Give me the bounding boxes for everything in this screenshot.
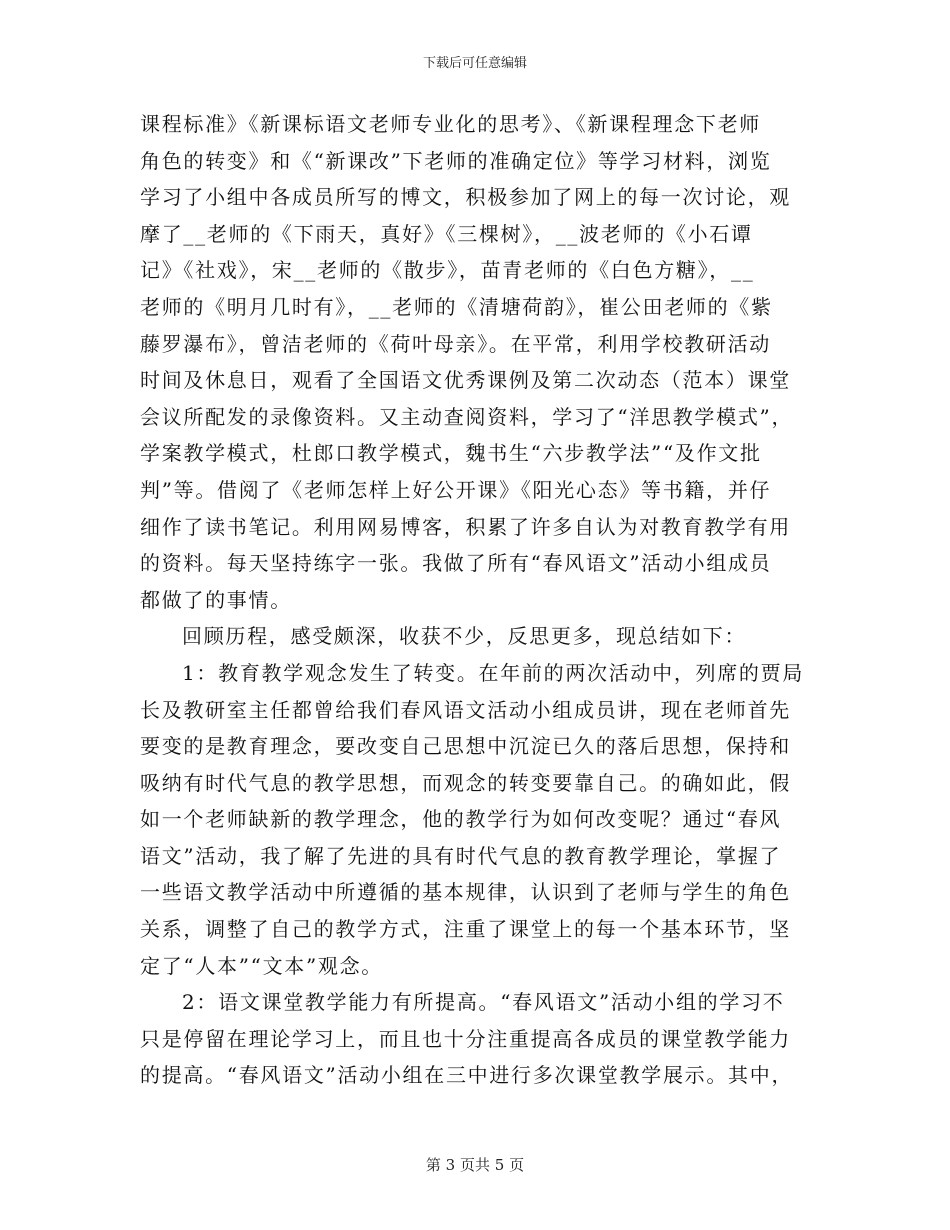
text-line: 的资料。每天坚持练字一张。我做了所有“春风语文”活动小组成员 [140, 551, 772, 576]
text-line: 摩了__老师的《下雨天，真好》《三棵树》，__波老师的《小石谭 [140, 221, 753, 246]
text-line: 一些语文教学活动中所遵循的基本规律，认识到了老师与学生的角色 [140, 880, 791, 905]
text-line: 都做了的事情。 [140, 587, 292, 612]
text-line: 关系，调整了自己的教学方式，注重了课堂上的每一个基本环节，坚 [140, 917, 791, 942]
text-line: 吸纳有时代气息的教学思想，而观念的转变要靠自己。的确如此，假 [140, 770, 791, 795]
text-line: 学案教学模式，杜郎口教学模式，魏书生“六步教学法”“及作文批 [140, 441, 762, 466]
text-line: 记》《社戏》，宋__老师的《散步》，苗青老师的《白色方糖》，__ [140, 258, 755, 283]
paragraph-start-line: 2：语文课堂教学能力有所提高。“春风语文”活动小组的学习不 [182, 990, 785, 1015]
page-footer: 第 3 页共 5 页 [425, 1156, 525, 1174]
text-line: 角色的转变》和《“新课改”下老师的准确定位》等学习材料，浏览 [140, 148, 772, 173]
text-line: 如一个老师缺新的教学理念，他的教学行为如何改变呢？通过“春风 [140, 807, 782, 832]
paragraph-start-line: 1：教育教学观念发生了转变。在年前的两次活动中，列席的贾局 [182, 660, 805, 685]
text-line: 语文”活动，我了解了先进的具有时代气息的教育教学理论，掌握了 [140, 843, 782, 868]
page-header: 下载后可任意编辑 [422, 56, 527, 71]
text-line: 会议所配发的录像资料。又主动查阅资料，学习了“洋思教学模式”， [140, 404, 794, 429]
text-line: 学习了小组中各成员所写的博文，积极参加了网上的每一次讨论，观 [140, 185, 791, 210]
text-line: 老师的《明月几时有》，__老师的《清塘荷韵》，崔公田老师的《紫 [140, 294, 773, 319]
text-line: 细作了读书笔记。利用网易博客，积累了许多自认为对教育教学有用 [140, 514, 791, 539]
text-line: 时间及休息日，观看了全国语文优秀课例及第二次动态（范本）课堂 [140, 368, 791, 393]
text-line: 要变的是教育理念，要改变自己思想中沉淀已久的落后思想，保持和 [140, 734, 791, 759]
document-body [140, 106, 812, 1094]
text-line: 只是停留在理论学习上，而且也十分注重提高各成员的课堂教学能力 [140, 1026, 791, 1051]
text-line: 的提高。“春风语文”活动小组在三中进行多次课堂教学展示。其中， [140, 1063, 794, 1088]
text-line: 藤罗瀑布》，曾洁老师的《荷叶母亲》。在平常，利用学校教研活动 [140, 331, 771, 356]
text-line: 课程标准》《新课标语文老师专业化的思考》、《新课程理念下老师 [140, 112, 761, 136]
text-line: 定了“人本”“文本”观念。 [140, 953, 383, 978]
paragraph-start-line: 回顾历程，感受颇深，收获不少，反思更多，现总结如下： [182, 624, 747, 649]
text-line: 长及教研室主任都曾给我们春风语文活动小组成员讲，现在老师首先 [140, 697, 791, 722]
text-line: 判”等。借阅了《老师怎样上好公开课》《阳光心态》等书籍，并仔 [140, 477, 772, 502]
